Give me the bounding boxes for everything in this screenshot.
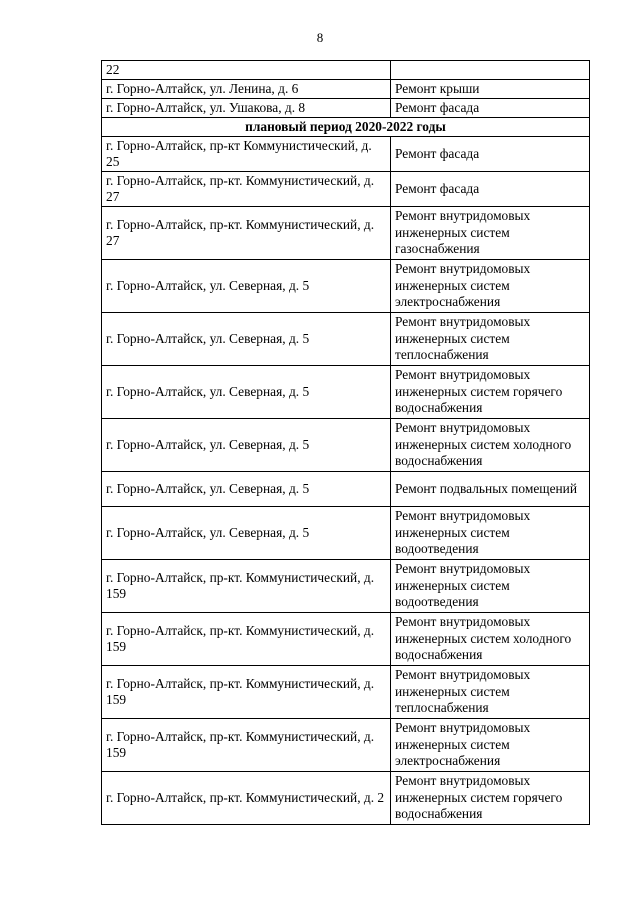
address-cell: 22: [102, 61, 391, 80]
work-cell: Ремонт внутридомовых инженерных систем водоотведения: [391, 507, 590, 560]
table-row: [102, 80, 590, 99]
work-cell: Ремонт фасада: [391, 137, 590, 172]
work-cell: Ремонт внутридомовых инженерных систем водоотведения: [391, 560, 590, 613]
table-row: [102, 719, 590, 772]
table-row: [102, 137, 590, 172]
work-cell: Ремонт подвальных помещений: [391, 472, 590, 507]
work-cell: Ремонт фасада: [391, 99, 590, 118]
section-heading-row: [102, 118, 590, 137]
table-row: [102, 172, 590, 207]
table-row: [102, 61, 590, 80]
work-cell: Ремонт внутридомовых инженерных систем электроснабжения: [391, 719, 590, 772]
work-cell: Ремонт внутридомовых инженерных систем электроснабжения: [391, 260, 590, 313]
work-cell: Ремонт внутридомовых инженерных систем горячего водоснабжения: [391, 366, 590, 419]
work-cell: Ремонт внутридомовых инженерных систем теплоснабжения: [391, 666, 590, 719]
work-cell: Ремонт внутридомовых инженерных систем холодного водоснабжения: [391, 419, 590, 472]
table-row: [102, 666, 590, 719]
table-row: [102, 99, 590, 118]
page-number: 8: [316, 30, 324, 45]
address-cell: г. Горно-Алтайск, ул. Северная, д. 5: [102, 507, 391, 560]
address-cell: г. Горно-Алтайск, ул. Северная, д. 5: [102, 366, 391, 419]
address-cell: г. Горно-Алтайск, пр-кт. Коммунистический, д. 27: [102, 172, 391, 207]
address-cell: г. Горно-Алтайск, пр-кт. Коммунистический, д. 159: [102, 719, 391, 772]
address-cell: г. Горно-Алтайск, ул. Северная, д. 5: [102, 313, 391, 366]
repair-plan-table: [101, 60, 590, 825]
address-cell: г. Горно-Алтайск, пр-кт. Коммунистический, д. 159: [102, 560, 391, 613]
table-row: [102, 207, 590, 260]
table-row: [102, 366, 590, 419]
table-row: [102, 260, 590, 313]
address-cell: г. Горно-Алтайск, ул. Ленина, д. 6: [102, 80, 391, 99]
table-row: [102, 560, 590, 613]
work-cell: Ремонт внутридомовых инженерных систем холодного водоснабжения: [391, 613, 590, 666]
address-cell: г. Горно-Алтайск, ул. Северная, д. 5: [102, 260, 391, 313]
table-row: [102, 313, 590, 366]
address-cell: г. Горно-Алтайск, пр-кт. Коммунистический, д. 159: [102, 613, 391, 666]
address-cell: г. Горно-Алтайск, ул. Ушакова, д. 8: [102, 99, 391, 118]
section-heading: плановый период 2020-2022 годы: [102, 118, 590, 137]
work-cell: [391, 61, 590, 80]
table-body: [102, 61, 590, 825]
table-row: [102, 419, 590, 472]
work-cell: Ремонт внутридомовых инженерных систем газоснабжения: [391, 207, 590, 260]
address-cell: г. Горно-Алтайск, пр-кт. Коммунистический, д. 2: [102, 772, 391, 825]
work-cell: Ремонт фасада: [391, 172, 590, 207]
table-row: [102, 507, 590, 560]
address-cell: г. Горно-Алтайск, пр-кт. Коммунистический, д. 27: [102, 207, 391, 260]
work-cell: Ремонт внутридомовых инженерных систем теплоснабжения: [391, 313, 590, 366]
work-cell: Ремонт внутридомовых инженерных систем горячего водоснабжения: [391, 772, 590, 825]
work-cell: Ремонт крыши: [391, 80, 590, 99]
address-cell: г. Горно-Алтайск, пр-кт Коммунистический, д. 25: [102, 137, 391, 172]
table-row: [102, 613, 590, 666]
table-row: [102, 472, 590, 507]
address-cell: г. Горно-Алтайск, пр-кт. Коммунистический, д. 159: [102, 666, 391, 719]
address-cell: г. Горно-Алтайск, ул. Северная, д. 5: [102, 419, 391, 472]
address-cell: г. Горно-Алтайск, ул. Северная, д. 5: [102, 472, 391, 507]
table-row: [102, 772, 590, 825]
